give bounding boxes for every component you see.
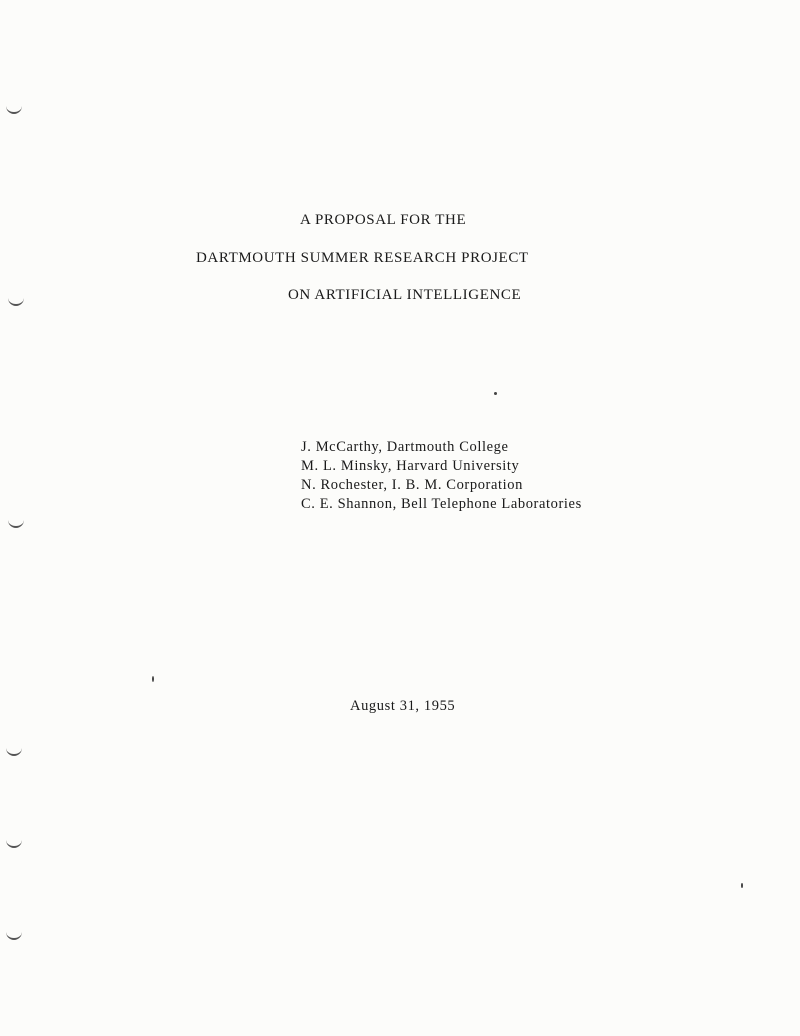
title-line-1: A PROPOSAL FOR THE: [300, 212, 467, 228]
author-entry: C. E. Shannon, Bell Telephone Laboratories: [301, 496, 582, 512]
scan-speck: [741, 883, 743, 888]
scan-speck: [152, 676, 154, 682]
title-line-2: DARTMOUTH SUMMER RESEARCH PROJECT: [196, 250, 529, 266]
author-entry: M. L. Minsky, Harvard University: [301, 458, 520, 474]
scan-mark: [8, 520, 24, 528]
scan-mark: [8, 298, 24, 306]
title-line-3: ON ARTIFICIAL INTELLIGENCE: [288, 287, 522, 303]
scan-mark: [6, 106, 22, 114]
document-date: August 31, 1955: [350, 698, 456, 714]
scan-mark: [6, 932, 22, 940]
scan-mark: [6, 748, 22, 756]
author-list: [301, 438, 582, 514]
scan-speck: [494, 392, 497, 395]
author-entry: N. Rochester, I. B. M. Corporation: [301, 477, 523, 493]
scan-mark: [6, 840, 22, 848]
author-entry: J. McCarthy, Dartmouth College: [301, 439, 509, 455]
